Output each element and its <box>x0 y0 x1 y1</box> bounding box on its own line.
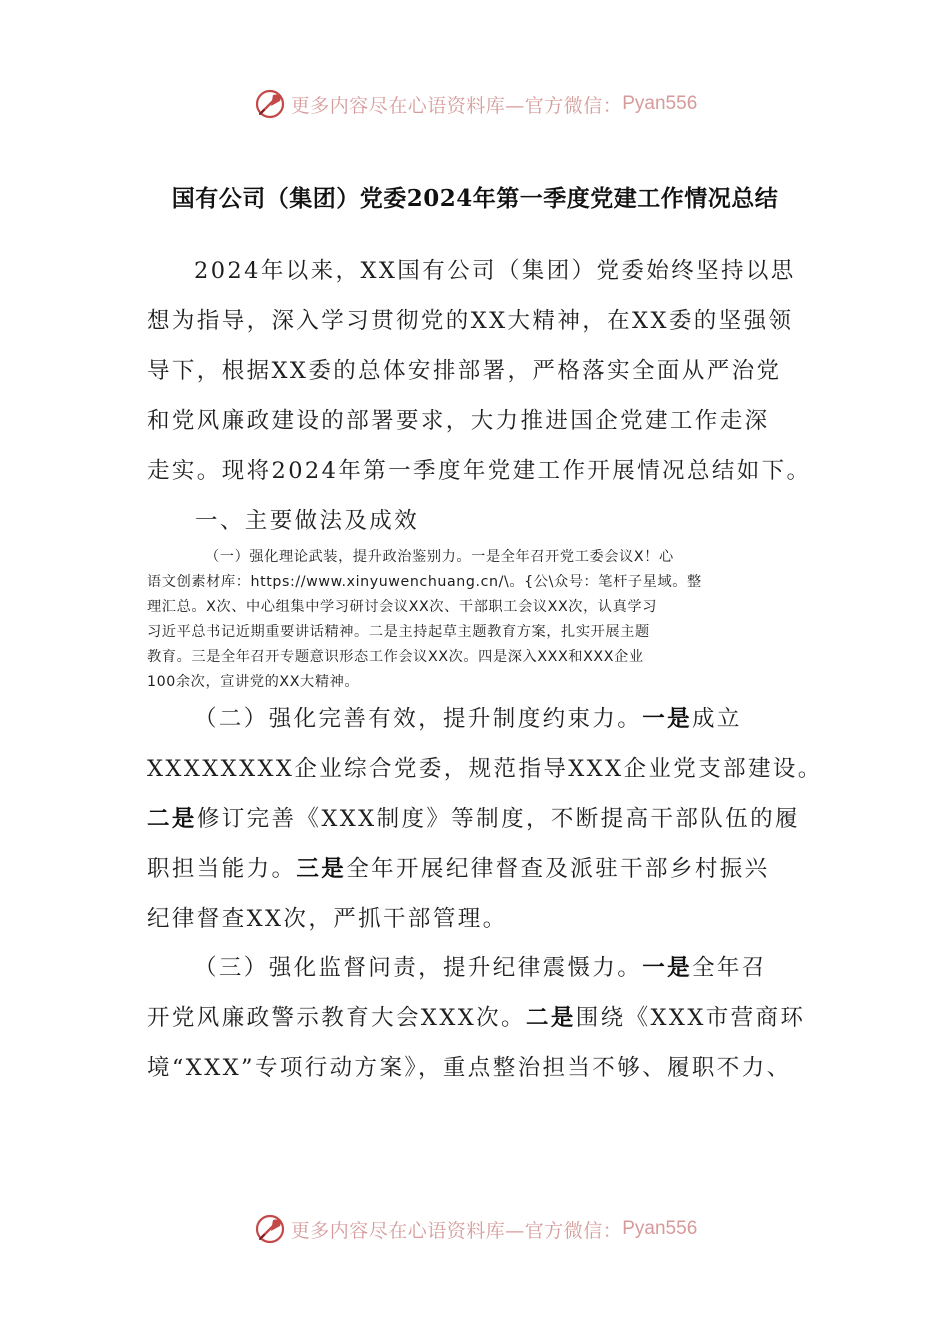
section-1-line: （一）强化理论武装，提升政治鉴别力。一是全年召开党工委会议X！心 <box>205 549 674 565</box>
point-marker: 二是 <box>147 806 197 832</box>
section-2-text: 职担当能力。 <box>147 856 297 882</box>
section-1-line: 习近平总书记近期重要讲话精神。二是主持起草主题教育方案，扎实开展主题 <box>147 624 650 640</box>
section-2-line <box>147 794 807 844</box>
section-2-heading: （二）强化完善有效，提升制度约束力。 <box>194 706 643 732</box>
section-1-line: 教育。三是全年召开专题意识形态工作会议XX次。四是深入XXX和XXX企业 <box>147 649 644 665</box>
section-3-line <box>147 993 807 1043</box>
intro-line: 和党风廉政建设的部署要求，大力推进国企党建工作走深 <box>147 408 770 434</box>
section-3-text: 开党风廉政警示教育大会XXX次。 <box>147 1005 526 1031</box>
section-1-paragraph <box>147 545 807 695</box>
intro-line: 2024年以来，XX国有公司（集团）党委始终坚持以思 <box>194 258 796 284</box>
intro-line: 想为指导，深入学习贯彻党的XX大精神，在XX委的坚强领 <box>147 308 794 334</box>
watermark-wechat-id: Pyan556 <box>622 1218 698 1239</box>
section-heading: 一、主要做法及成效 <box>195 508 420 534</box>
watermark-text: 更多内容尽在心语资料库—官方微信： <box>290 1219 623 1242</box>
section-2-line <box>147 694 807 744</box>
point-marker: 一是 <box>642 955 693 981</box>
intro-line: 导下，根据XX委的总体安排部署，严格落实全面从严治党 <box>147 358 782 384</box>
watermark-wechat-id: Pyan556 <box>622 93 698 114</box>
section-3-heading: （三）强化监督问责，提升纪律震慑力。 <box>194 955 643 981</box>
section-2-text: 全年开展纪律督查及派驻干部乡村振兴 <box>346 856 770 882</box>
quill-logo-icon <box>253 1212 287 1246</box>
intro-line: 走实。现将2024年第一季度年党建工作开展情况总结如下。 <box>147 458 812 484</box>
section-3-line: 境“XXX”专项行动方案》，重点整治担当不够、履职不力、 <box>147 1055 792 1081</box>
section-2-text: 成立 <box>692 706 742 732</box>
section-2-paragraph <box>147 694 823 944</box>
section-1-line: 理汇总。X次、中心组集中学习研讨会议XX次、干部职工会议XX次，认真学习 <box>147 599 658 615</box>
footer-watermark-banner <box>0 1209 950 1249</box>
section-2-line: XXXXXXXX企业综合党委，规范指导XXX企业党支部建设。 <box>147 756 823 782</box>
document-title: 国有公司（集团）党委2024年第一季度党建工作情况总结 <box>171 185 779 212</box>
intro-paragraph <box>147 246 812 496</box>
point-marker: 二是 <box>525 1005 576 1031</box>
header-watermark-banner <box>0 84 950 124</box>
section-3-text: 全年召 <box>692 955 767 981</box>
section-2-line <box>147 844 807 894</box>
section-2-line: 纪律督查XX次，严抓干部管理。 <box>147 906 508 932</box>
section-1-line: 语文创素材库：https://www.xinyuwenchuang.cn/\。{公\众号：笔杆子星域。整 <box>147 574 702 590</box>
section-3-text: 围绕《XXX市营商环 <box>575 1005 806 1031</box>
point-marker: 一是 <box>642 706 693 732</box>
section-3-paragraph <box>147 943 807 1093</box>
section-2-text: 修订完善《XXX制度》等制度，不断提高干部队伍的履 <box>196 806 800 832</box>
point-marker: 三是 <box>296 856 347 882</box>
section-1-line: 100余次，宣讲党的XX大精神。 <box>147 674 360 690</box>
section-3-line <box>147 943 807 993</box>
watermark-text: 更多内容尽在心语资料库—官方微信： <box>290 94 623 117</box>
quill-logo-icon <box>253 87 287 121</box>
